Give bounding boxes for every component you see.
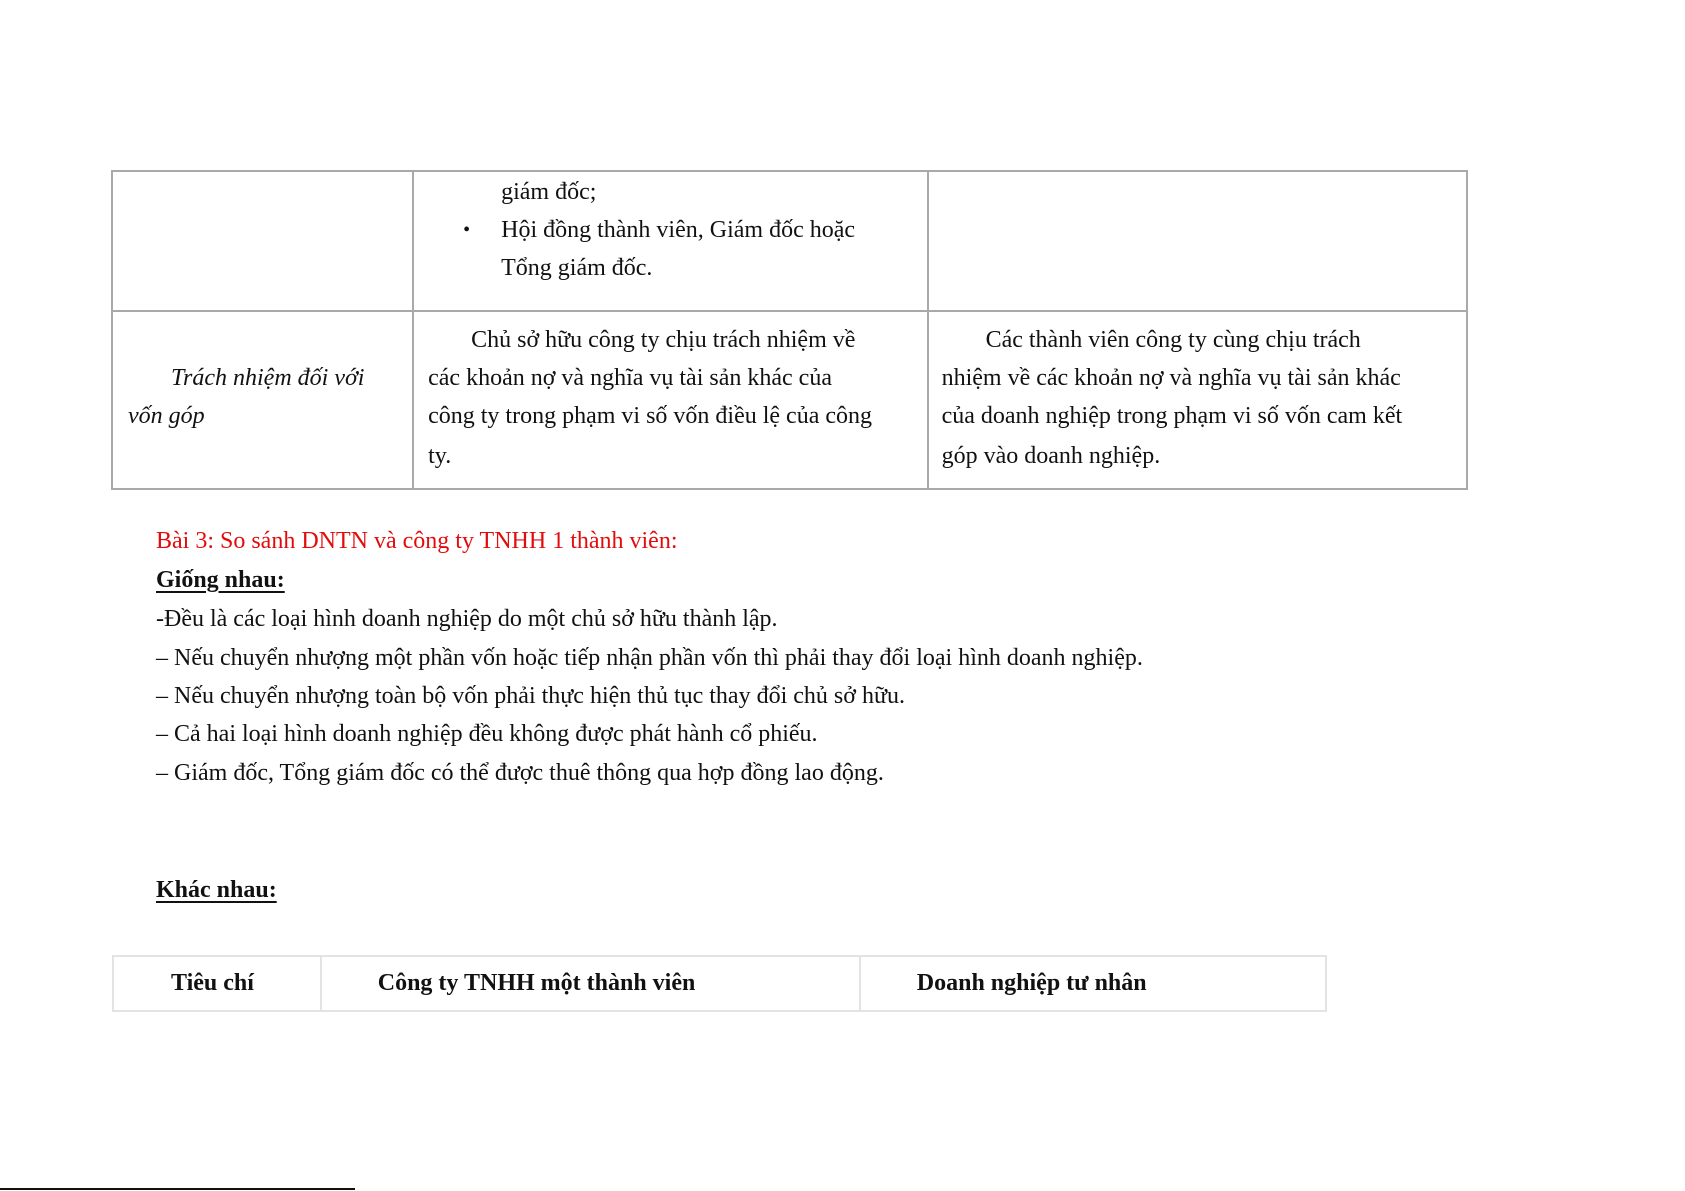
table-header-row bbox=[113, 956, 1326, 1011]
criterion-cell bbox=[112, 171, 413, 311]
cell-text: Chủ sở hữu công ty chịu trách nhiệm về bbox=[471, 327, 856, 353]
cell-text: các khoản nợ và nghĩa vụ tài sản khác của bbox=[428, 365, 832, 391]
similar-heading: Giống nhau: bbox=[156, 567, 285, 593]
tnhh-cell bbox=[413, 171, 927, 311]
tnhh-cell bbox=[413, 311, 927, 489]
other-cell bbox=[928, 171, 1467, 311]
comparison-table-continued bbox=[111, 170, 1468, 490]
footnote-divider bbox=[0, 1188, 355, 1190]
header-dntn: Doanh nghiệp tư nhân bbox=[860, 956, 1326, 1011]
table-row bbox=[112, 171, 1467, 311]
header-criteria: Tiêu chí bbox=[113, 956, 321, 1011]
different-heading: Khác nhau: bbox=[156, 877, 277, 903]
cell-text: Các thành viên công ty cùng chịu trách bbox=[985, 327, 1361, 353]
similar-item: – Cả hai loại hình doanh nghiệp đều không được phát hành cổ phiếu. bbox=[156, 721, 818, 747]
similar-item: -Đều là các loại hình doanh nghiệp do một chủ sở hữu thành lập. bbox=[156, 606, 778, 632]
section-title: Bài 3: So sánh DNTN và công ty TNHH 1 thành viên: bbox=[156, 528, 678, 554]
cell-text: của doanh nghiệp trong phạm vi số vốn cam kết bbox=[941, 403, 1403, 429]
list-item: Hội đồng thành viên, Giám đốc hoặc bbox=[501, 217, 856, 243]
cell-text: nhiệm về các khoản nợ và nghĩa vụ tài sản khác bbox=[941, 365, 1401, 391]
other-cell bbox=[928, 311, 1467, 489]
cell-text: công ty trong phạm vi số vốn điều lệ của công bbox=[428, 403, 873, 429]
bullet-icon: • bbox=[463, 219, 471, 241]
list-item-continued: giám đốc; bbox=[501, 179, 597, 205]
table-row bbox=[112, 311, 1467, 489]
differences-table bbox=[112, 955, 1327, 1012]
list-item-wrap: Tổng giám đốc. bbox=[501, 255, 653, 281]
criterion-cell bbox=[112, 311, 413, 489]
criterion-text: Trách nhiệm đối với bbox=[171, 365, 365, 391]
cell-text: góp vào doanh nghiệp. bbox=[941, 443, 1161, 469]
similar-item: – Nếu chuyển nhượng toàn bộ vốn phải thực hiện thủ tục thay đổi chủ sở hữu. bbox=[156, 683, 905, 709]
similar-item: – Nếu chuyển nhượng một phần vốn hoặc tiếp nhận phần vốn thì phải thay đổi loại hình doanh nghiệp. bbox=[156, 645, 1143, 671]
criterion-text: vốn góp bbox=[128, 403, 205, 429]
header-tnhh: Công ty TNHH một thành viên bbox=[321, 956, 860, 1011]
similar-item: – Giám đốc, Tổng giám đốc có thể được thuê thông qua hợp đồng lao động. bbox=[156, 760, 884, 786]
cell-text: ty. bbox=[428, 443, 452, 469]
